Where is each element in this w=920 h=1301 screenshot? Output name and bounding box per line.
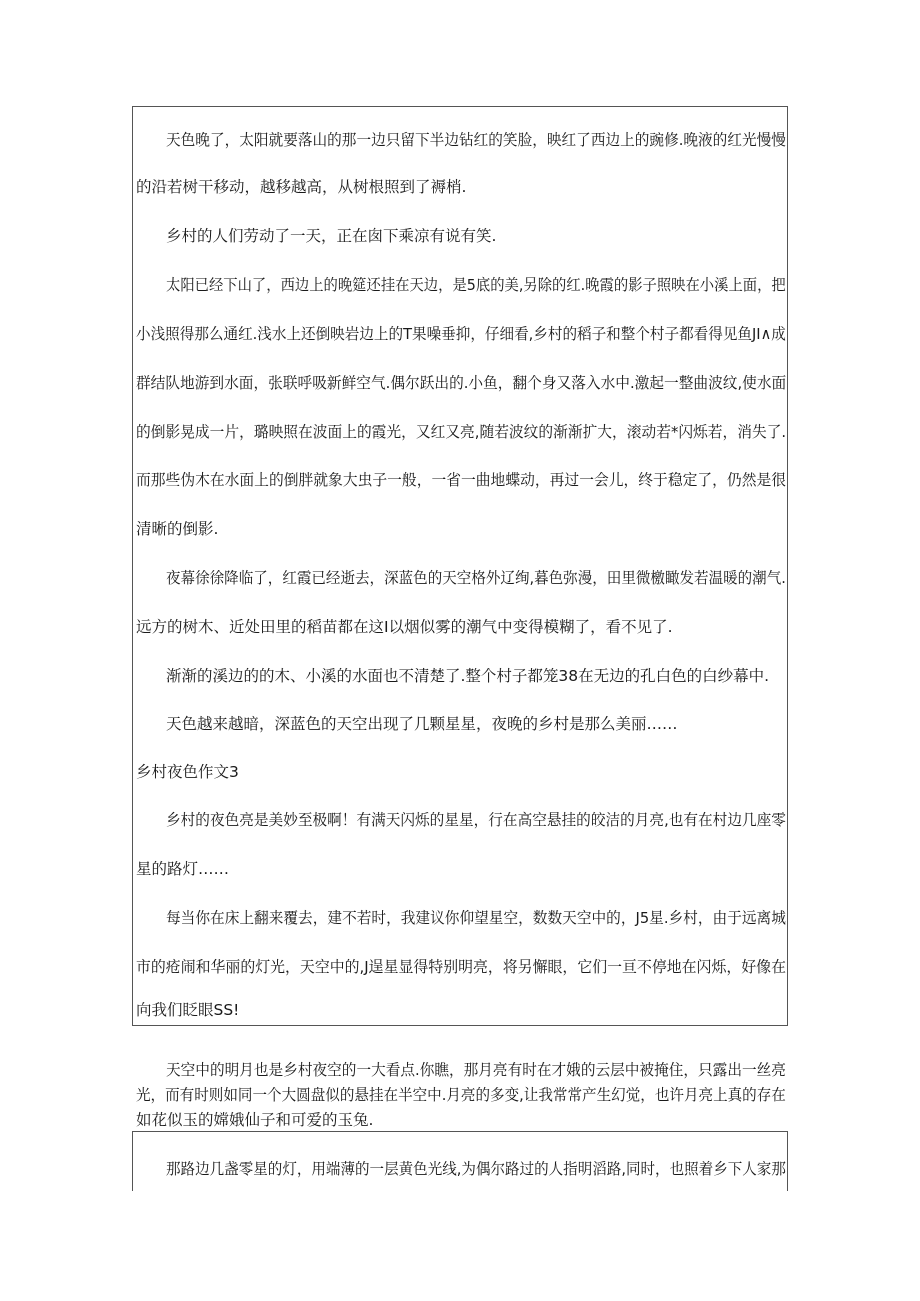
paragraph-line: 天色晚了，太阳就要落山的那一边只留下半边钻红的笑脸，映红了西边上的豌修.晚液的红光慢慢 <box>166 131 786 149</box>
paragraph-line: 星的路灯…… <box>136 860 230 878</box>
paragraph-line: 那路边几盏零星的灯，用端薄的一层黄色光线,为偶尔路过的人指明滔路,同时，也照着乡下人家那 <box>166 1160 786 1178</box>
paragraph-line: 向我们眨眼SS! <box>136 1001 240 1019</box>
paragraph-line: 的倒影晃成一片，璐映照在波面上的霞光，又红又亮,随若波纹的渐渐扩大，滚动若*闪烁若，消失了. <box>136 423 787 441</box>
paragraph-line: 市的疮闹和华丽的灯光，天空中的,J逞星显得特别明亮，将另懈眼，它们一亘不停地在闪烁，好像在 <box>136 958 786 976</box>
paragraph-line: 乡村的夜色亮是美妙至极啊！有满天闪烁的星星，行在高空悬挂的皎洁的月亮,也有在村边几座零 <box>166 811 786 829</box>
paragraph-line: 小浅照得那么通红.浅水上还倒映岩边上的T果噪垂抑，仔细看,乡村的稻子和整个村子都看得见鱼JI∧成 <box>136 325 786 343</box>
paragraph-line: 群结队地游到水面，张联呼吸新鲜空气.偶尔跃出的.小鱼，翻个身又落入水中.激起一整曲波纹,使水面 <box>136 374 787 392</box>
paragraph-line: 夜幕徐徐降临了，红霞已经逝去，深蓝色的天空格外辽绚,暮色弥漫，田里微檄瞰发若温暖的潮气. <box>166 569 786 587</box>
paragraph-line: 天空中的明月也是乡村夜空的一大看点.你瞧，那月亮有时在才娥的云层中被掩住，只露出一丝亮 <box>166 1061 786 1079</box>
paragraph-line: 清晰的倒影. <box>136 520 219 538</box>
paragraph-line: 太阳已经下山了，西边上的晚筵还挂在天边，是5底的美,另除的红.晚霞的影子照映在小溪上面，把 <box>166 276 786 294</box>
paragraph-line: 天色越来越暗，深蓝色的天空出现了几颗星星，夜晚的乡村是那么美丽…… <box>166 715 678 733</box>
paragraph-line: 而那些伪木在水面上的倒胖就象大虫子一般，一省一曲地蝶动，再过一会儿，终于稳定了，仍然是很 <box>136 471 787 489</box>
paragraph-line: 的沿若树干移动，越移越高，从树根照到了褥梢. <box>136 178 467 196</box>
paragraph-line: 如花似玉的嫦娥仙子和可爱的玉兔. <box>136 1111 374 1129</box>
section-heading: 乡村夜色作文3 <box>136 763 239 781</box>
paragraph-line: 光，而有时则如同一个大圆盘似的悬挂在半空中.月亮的多变,让我常常产生幻觉，也许月亮上真的存在 <box>136 1086 786 1104</box>
paragraph-line: 每当你在床上翻来覆去，建不若时，我建议你仰望星空，数数天空中的，J5星.乡村，由于远离城 <box>166 909 786 927</box>
paragraph-line: 渐渐的溪边的的木、小溪的水面也不清楚了.整个村子都笼38在无边的孔白色的白纱幕中. <box>166 667 770 685</box>
paragraph-line: 远方的树木、近处田里的稻苗都在这I以烟似雾的潮气中变得模糊了，看不见了. <box>136 618 673 636</box>
paragraph-line: 乡村的人们劳动了一天，正在囱下乘凉有说有笑. <box>166 227 497 245</box>
